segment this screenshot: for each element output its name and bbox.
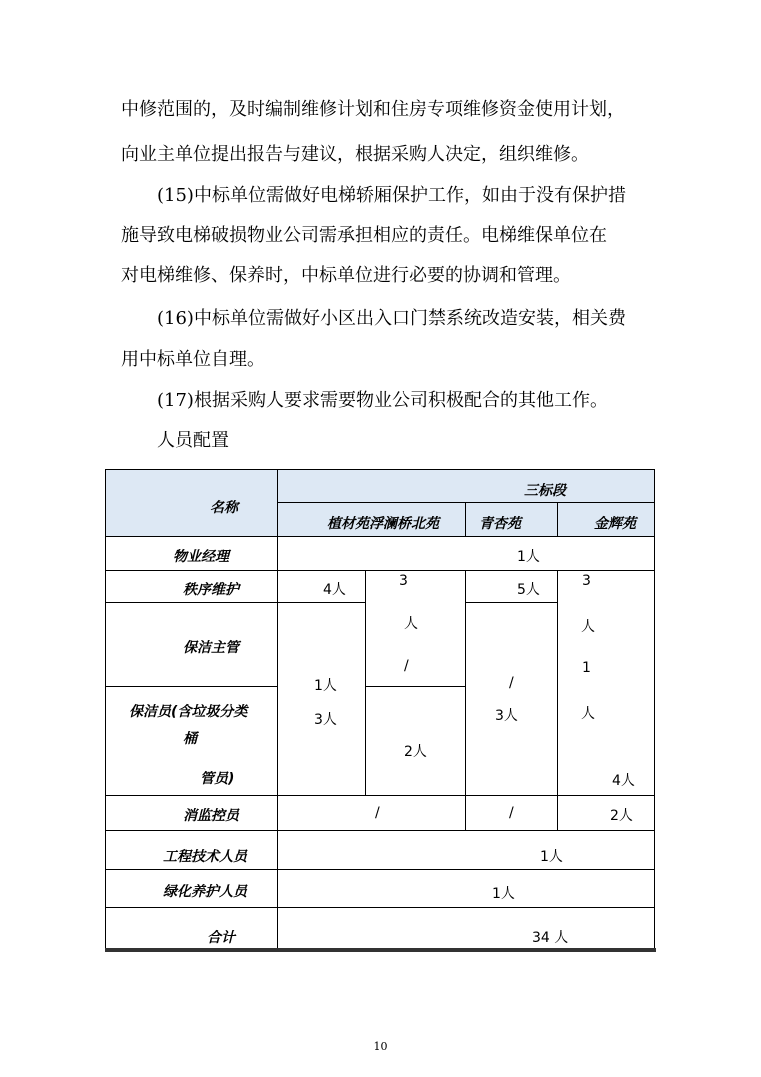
paragraph: (16)中标单位需做好小区出入口门禁系统改造安装，相关费 xyxy=(157,308,626,329)
cell-value: 4人 xyxy=(323,582,346,598)
header-name: 名称 xyxy=(210,500,238,516)
paragraph: 向业主单位提出报告与建议，根据采购人决定，组织维修。 xyxy=(121,144,589,165)
cell-value: 1人 xyxy=(492,886,515,902)
header-site: 植材苑浮澜桥北苑 xyxy=(327,516,439,532)
table-bottom-rule xyxy=(105,948,656,952)
row-label: 物业经理 xyxy=(173,549,229,565)
paragraph: 对电梯维修、保养时，中标单位进行必要的协调和管理。 xyxy=(121,265,571,286)
header-group: 三标段 xyxy=(524,483,566,499)
row-label: 保洁主管 xyxy=(183,640,239,656)
cell-value: 2人 xyxy=(404,744,427,760)
cell-value: 34 人 xyxy=(532,930,569,946)
header-site: 青杏苑 xyxy=(479,516,521,532)
cell-value: 人 xyxy=(581,706,595,722)
paragraph: 用中标单位自理。 xyxy=(121,349,265,370)
paragraph: (17)根据采购人要求需要物业公司积极配合的其他工作。 xyxy=(157,390,608,411)
cell-value: 1人 xyxy=(540,849,563,865)
header-site: 金辉苑 xyxy=(594,516,636,532)
row-label: 合计 xyxy=(207,930,235,946)
cell-value: 2人 xyxy=(610,808,633,824)
row-label: 绿化养护人员 xyxy=(163,884,247,900)
cell-value: 1人 xyxy=(314,678,337,694)
cell-value: / xyxy=(509,675,514,691)
cell-value: 3 xyxy=(399,573,408,589)
section-heading: 人员配置 xyxy=(157,430,229,451)
cell-value: / xyxy=(509,805,514,821)
page-number: 10 xyxy=(373,1040,388,1053)
cell-value: / xyxy=(375,805,380,821)
cell-value: 1人 xyxy=(517,549,540,565)
cell-value: 人 xyxy=(581,619,595,635)
row-label: 桶 xyxy=(183,731,197,747)
row-label: 管员) xyxy=(200,771,235,787)
row-label: 消监控员 xyxy=(183,808,239,824)
row-label: 工程技术人员 xyxy=(163,849,247,865)
row-label: 保洁员(含垃圾分类 xyxy=(129,704,248,720)
cell-value: 人 xyxy=(404,616,418,632)
paragraph: (15)中标单位需做好电梯轿厢保护工作，如由于没有保护措 xyxy=(157,185,626,206)
cell-value: 5人 xyxy=(517,582,540,598)
row-label: 秩序维护 xyxy=(183,582,239,598)
paragraph: 施导致电梯破损物业公司需承担相应的责任。电梯维保单位在 xyxy=(121,225,607,246)
cell-value: 4人 xyxy=(612,773,635,789)
cell-value: 1 xyxy=(582,660,591,676)
cell-value: 3人 xyxy=(314,712,337,728)
paragraph: 中修范围的，及时编制维修计划和住房专项维修资金使用计划， xyxy=(121,99,625,120)
cell-value: 3人 xyxy=(495,708,518,724)
cell-value: 3 xyxy=(582,573,591,589)
cell-value: / xyxy=(404,658,409,674)
